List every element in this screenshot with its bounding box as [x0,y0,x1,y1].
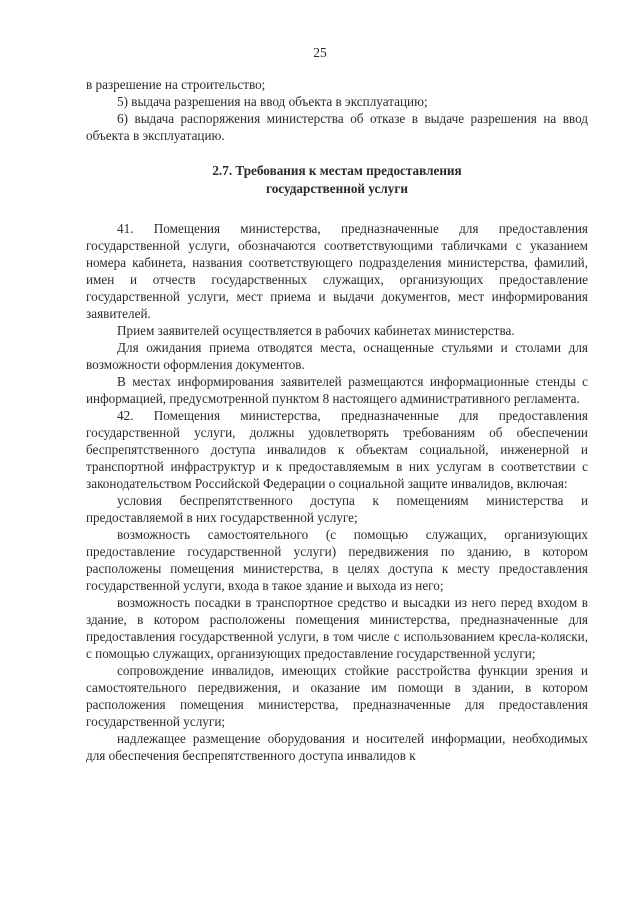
list-item-5: 5) выдача разрешения на ввод объекта в эксплуатацию; [117,94,428,109]
paragraph-41: 41. Помещения министерства, предназначенные для предоставления государственной услуги, обозначаются соответствующими табличками с указанием номера кабинета, названия соответствующего подразделения министерства, фамилий, имен и отчеств государственных служащих, организующих предоставление государственной услуги, мест приема и выдачи документов, мест информирования заявителей. [86,221,588,321]
section-heading-line-2: государственной услуги [266,181,408,196]
list-item-independent-movement: возможность самостоятельного (с помощью служащих, организующих предоставление государственной услуги) передвижения по зданию, в котором расположены помещения министерства, в целях доступа к месту предоставления государственной услуги, входа в такое здание и выхода из него; [86,527,588,593]
section-heading-line-1: 2.7. Требования к местам предоставления [212,163,462,178]
paragraph-continuation: в разрешение на строительство; [86,77,266,92]
section-heading [86,162,588,198]
paragraph-waiting: Для ожидания приема отводятся места, оснащенные стульями и столами для возможности оформления документов. [86,340,588,372]
page-number: 25 [313,45,327,60]
list-item-equipment-placement: надлежащее размещение оборудования и носителей информации, необходимых для обеспечения беспрепятственного доступа инвалидов к [86,731,588,763]
document-body [86,76,588,764]
list-item-transport-boarding: возможность посадки в транспортное средство и высадки из него перед входом в здание, в котором расположены помещения министерства, предназначенные для предоставления государственной услуги, в том числе с использованием кресла-коляски, с помощью служащих, организующих предоставление государственной услуги; [86,595,588,661]
paragraph-info-stands: В местах информирования заявителей размещаются информационные стенды с информацией, предусмотренной пунктом 8 настоящего административного регламента. [86,374,588,406]
paragraph-reception: Прием заявителей осуществляется в рабочих кабинетах министерства. [117,323,515,338]
paragraph-42: 42. Помещения министерства, предназначенные для предоставления государственной услуги, должны удовлетворять требованиям об обеспечении беспрепятственного доступа инвалидов к объектам социальной, инженерной и транспортной инфраструктур и к предоставляемым в них услугам в соответствии с законодательством Российской Федерации о социальной защите инвалидов, включая: [86,408,588,491]
list-item-access-conditions: условия беспрепятственного доступа к помещениям министерства и предоставляемой в них государственной услуге; [86,493,588,525]
list-item-escort: сопровождение инвалидов, имеющих стойкие расстройства функции зрения и самостоятельного передвижения, и оказание им помощи в здании, в котором расположения помещения министерства, предназначенные для предоставления государственной услуги; [86,663,588,729]
list-item-6: 6) выдача распоряжения министерства об отказе в выдаче разрешения на ввод объекта в эксплуатацию. [86,111,588,143]
